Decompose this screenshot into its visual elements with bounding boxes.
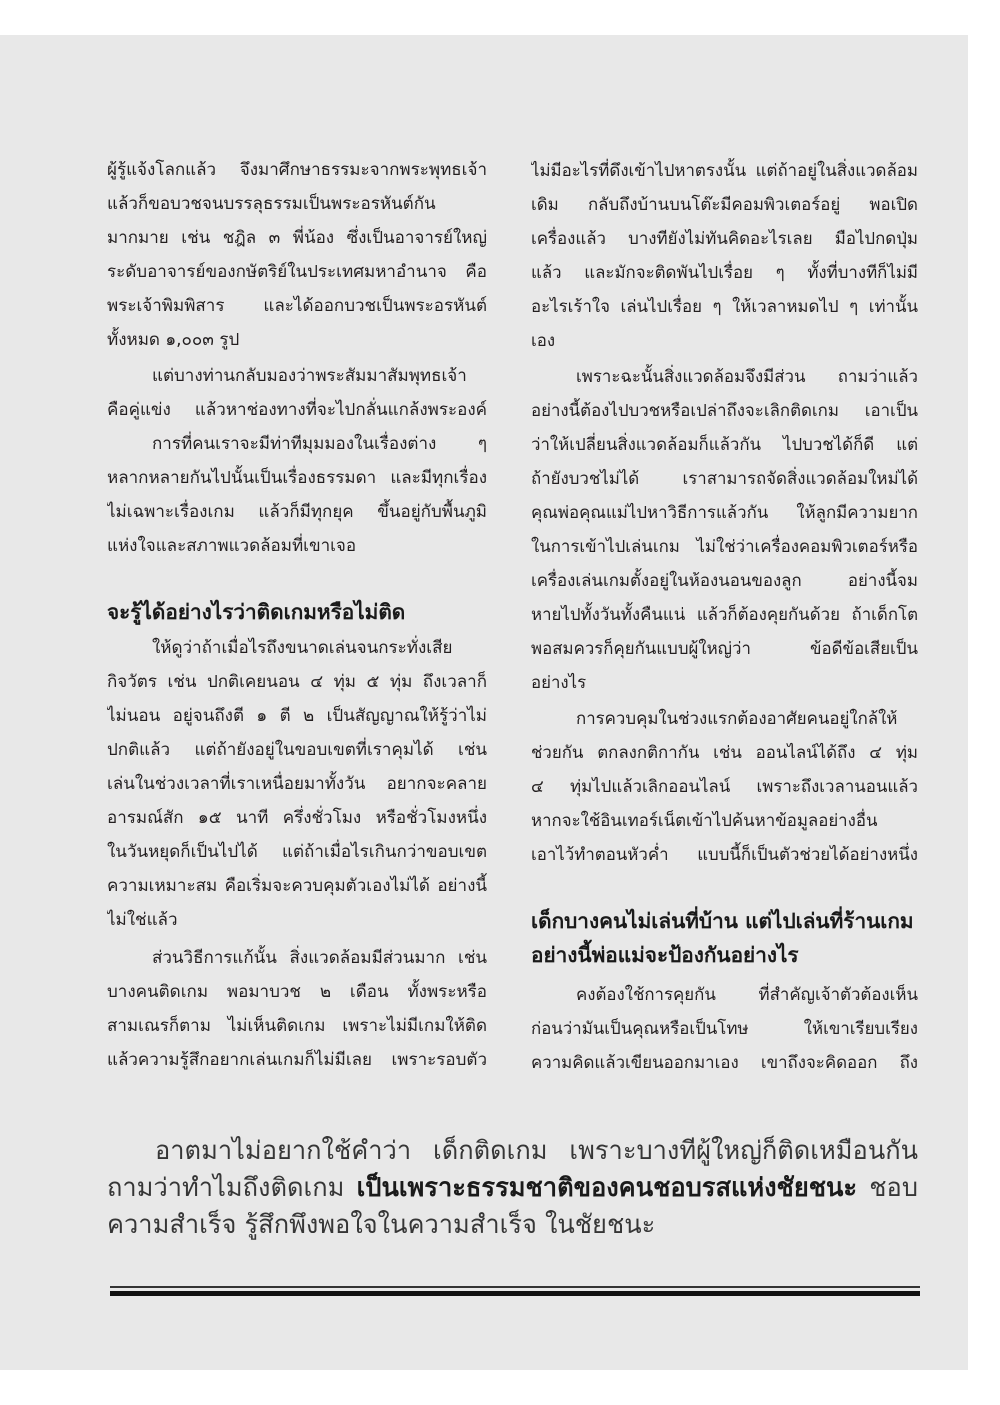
body-text-line: พระเจ้าพิมพิสาร และได้ออกบวชเป็นพระอรหันต์ (107, 296, 487, 316)
body-text-line: แต่บางท่านกลับมองว่าพระสัมมาสัมพุทธเจ้า (152, 366, 467, 386)
body-text-line: ให้ดูว่าถ้าเมื่อไรถึงขนาดเล่นจนกระทั่งเสีย (152, 638, 453, 658)
body-text-line: ความเหมาะสม คือเริ่มจะควบคุมตัวเองไม่ได้ อย่างนี้ (107, 876, 487, 896)
section-heading: อย่างนี้พ่อแม่จะป้องกันอย่างไร (531, 943, 799, 967)
body-text-line: ไม่ใช่แล้ว (107, 910, 178, 930)
body-text-line: มากมาย เช่น ชฎิล ๓ พี่น้อง ซึ่งเป็นอาจารย์ใหญ่ (107, 228, 487, 248)
body-text-line: ปกติแล้ว แต่ถ้ายังอยู่ในขอบเขตที่เราคุมได้ เช่น (107, 740, 487, 760)
body-text-line: ก่อนว่ามันเป็นคุณหรือเป็นโทษ ให้เขาเรียบเรียง (531, 1018, 918, 1038)
body-text-line: ๔ ทุ่มไปแล้วเลิกออนไลน์ เพราะถึงเวลานอนแล้ว (531, 776, 918, 796)
body-text-line: ว่าให้เปลี่ยนสิ่งแวดล้อมก็แล้วกัน ไปบวชได้ก็ดี แต่ (531, 434, 918, 454)
pull-quote-line: ความสำเร็จ รู้สึกพึงพอใจในความสำเร็จ ในชัยชนะ (107, 1209, 656, 1239)
paragraph (107, 427, 487, 563)
pull-quote-text: ถามว่าทำไมถึงติดเกม (107, 1172, 345, 1202)
section-heading: จะรู้ได้อย่างไรว่าติดเกมหรือไม่ติด (107, 600, 406, 624)
body-text-line: เอาไว้ทำตอนหัวค่ำ แบบนี้ก็เป็นตัวช่วยได้อย่างหนึ่ง (531, 844, 918, 864)
body-text-line: แล้วความรู้สึกอยากเล่นเกมก็ไม่มีเลย เพราะรอบตัว (107, 1050, 487, 1070)
body-text-line: เล่นในช่วงเวลาที่เราเหนื่อยมาทั้งวัน อยากจะคลาย (107, 774, 487, 794)
paragraph (531, 977, 918, 1079)
paragraph (107, 631, 487, 937)
body-text-line: ในการเข้าไปเล่นเกม ไม่ใช่ว่าเครื่องคอมพิวเตอร์หรือ (531, 536, 918, 556)
divider-thick (110, 1291, 920, 1296)
body-text-line: อย่างไร (531, 672, 587, 692)
body-text-line: ไม่มีอะไรที่ดึงเข้าไปหาตรงนั้น แต่ถ้าอยู่ในสิ่งแวดล้อม (531, 160, 918, 180)
body-text-line: คือคู่แข่ง แล้วหาช่องทางที่จะไปกลั่นแกล้งพระองค์ (107, 400, 487, 420)
body-text-line: ผู้รู้แจ้งโลกแล้ว จึงมาศึกษาธรรมะจากพระพุทธเจ้า (107, 160, 487, 180)
pull-quote-text: ชอบ (869, 1172, 918, 1202)
paragraph (107, 153, 487, 357)
section-heading: เด็กบางคนไม่เล่นที่บ้าน แต่ไปเล่นที่ร้านเกม (531, 909, 914, 933)
body-text-line: พอสมควรก็คุยกันแบบผู้ใหญ่ว่า ข้อดีข้อเสียเป็น (531, 638, 918, 658)
paragraph (107, 359, 487, 427)
body-text-line: เดิม กลับถึงบ้านบนโต๊ะมีคอมพิวเตอร์อยู่ พอเปิด (531, 194, 918, 214)
body-text-line: ถ้ายังบวชไม่ได้ เราสามารถจัดสิ่งแวดล้อมใหม่ได้ (531, 468, 918, 488)
body-text-line: ช่วยกัน ตกลงกติกากัน เช่น ออนไลน์ได้ถึง ๔ ทุ่ม (531, 742, 918, 762)
body-text-line: กิจวัตร เช่น ปกติเคยนอน ๔ ทุ่ม ๕ ทุ่ม ถึงเวลาก็ (107, 672, 487, 692)
body-text-line: อะไรเร้าใจ เล่นไปเรื่อย ๆ ให้เวลาหมดไป ๆ เท่านั้น (531, 296, 918, 316)
body-text-line: ไม่เฉพาะเรื่องเกม แล้วก็มีทุกยุค ขึ้นอยู่กับพื้นภูมิ (107, 502, 487, 522)
body-text-line: ระดับอาจารย์ของกษัตริย์ในประเทศมหาอำนาจ คือ (107, 262, 487, 282)
body-text-line: ในวันหยุดก็เป็นไปได้ แต่ถ้าเมื่อไรเกินกว่าขอบเขต (107, 842, 487, 862)
paragraph (531, 701, 918, 871)
paragraph (531, 359, 918, 699)
body-text-line: เพราะฉะนั้นสิ่งแวดล้อมจึงมีส่วน ถามว่าแล้ว (576, 366, 918, 386)
body-text-line: เครื่องแล้ว บางทียังไม่ทันคิดอะไรเลย มือไปกดปุ่ม (531, 228, 918, 248)
body-text-line: อย่างนี้ต้องไปบวชหรือเปล่าถึงจะเลิกติดเกม เอาเป็น (531, 400, 918, 420)
body-text-line: หลากหลายกันไปนั้นเป็นเรื่องธรรมดา และมีทุกเรื่อง (107, 468, 487, 488)
body-text-line: ไม่นอน อยู่จนถึงตี ๑ ตี ๒ เป็นสัญญาณให้รู้ว่าไม่ (107, 706, 487, 726)
body-text-line: บางคนติดเกม พอมาบวช ๒ เดือน ทั้งพระหรือ (107, 982, 487, 1002)
paragraph (531, 153, 918, 357)
body-text-line: คุณพ่อคุณแม่ไปหาวิธีการแล้วกัน ให้ลูกมีความยาก (531, 502, 918, 522)
body-text-line: การที่คนเราจะมีท่าทีมุมมองในเรื่องต่าง ๆ (152, 434, 487, 454)
pull-quote-emphasis: เป็นเพราะธรรมชาติของคนชอบรสแห่งชัยชนะ (356, 1172, 858, 1202)
body-text-line: แล้ว และมักจะติดพันไปเรื่อย ๆ ทั้งที่บางทีก็ไม่มี (531, 262, 918, 282)
body-text-line: เอง (531, 330, 556, 350)
divider-thin (110, 1286, 920, 1288)
pull-quote-line (107, 1169, 918, 1206)
body-text-line: ทั้งหมด ๑,๐๐๓ รูป (107, 330, 240, 350)
body-text-line: เครื่องเล่นเกมตั้งอยู่ในห้องนอนของลูก อย่างนี้จม (531, 570, 918, 590)
body-text-line: คงต้องใช้การคุยกัน ที่สำคัญเจ้าตัวต้องเห็น (576, 984, 918, 1004)
pull-quote-line: อาตมาไม่อยากใช้คำว่า เด็กติดเกม เพราะบางทีผู้ใหญ่ก็ติดเหมือนกัน (155, 1135, 918, 1165)
left-column (107, 153, 487, 1077)
body-text-line: หากจะใช้อินเทอร์เน็ตเข้าไปค้นหาข้อมูลอย่างอื่น (531, 810, 878, 830)
paragraph (107, 941, 487, 1077)
body-text-line: ความคิดแล้วเขียนออกมาเอง เขาถึงจะคิดออก ถึง (531, 1052, 918, 1072)
body-text-line: ส่วนวิธีการแก้นั้น สิ่งแวดล้อมมีส่วนมาก เช่น (152, 948, 487, 968)
body-text-line: แห่งใจและสภาพแวดล้อมที่เขาเจอ (107, 536, 357, 556)
body-text-line: หายไปทั้งวันทั้งคืนแน่ แล้วก็ต้องคุยกันด้วย ถ้าเด็กโต (531, 604, 918, 624)
body-text-line: การควบคุมในช่วงแรกต้องอาศัยคนอยู่ใกล้ให้ (576, 708, 898, 728)
body-text-line: สามเณรก็ตาม ไม่เห็นติดเกม เพราะไม่มีเกมให้ติด (107, 1016, 487, 1036)
pull-quote (107, 1132, 918, 1243)
right-column (531, 153, 918, 1079)
body-text-line: อารมณ์สัก ๑๕ นาที ครึ่งชั่วโมง หรือชั่วโมงหนึ่ง (107, 808, 487, 828)
body-text-line: แล้วก็ขอบวชจนบรรลุธรรมเป็นพระอรหันต์กัน (107, 194, 436, 214)
